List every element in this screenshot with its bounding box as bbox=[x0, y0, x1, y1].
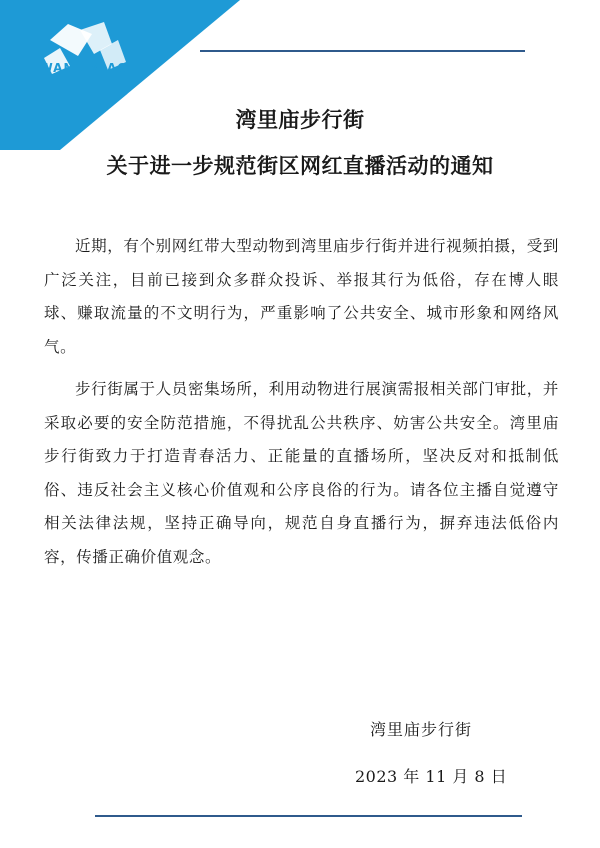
signature-date: 2023 年 11 月 8 日 bbox=[355, 767, 508, 786]
logo-text: WANLIMIAO bbox=[39, 61, 129, 75]
top-rule bbox=[200, 50, 525, 52]
notice-title-line2: 关于进一步规范街区网红直播活动的通知 bbox=[106, 153, 494, 178]
notice-body bbox=[44, 230, 559, 574]
body-paragraph: 近期，有个别网红带大型动物到湾里庙步行街并进行视频拍摄，受到广泛关注，目前已接到众多群众投诉、举报其行为低俗，存在博人眼球、赚取流量的不文明行为，严重影响了公共安全、城市形象和网络风气。 bbox=[44, 237, 559, 356]
notice-title-line1: 湾里庙步行街 bbox=[235, 107, 365, 132]
body-paragraph: 步行街属于人员密集场所，利用动物进行展演需报相关部门审批，并采取必要的安全防范措施，不得扰乱公共秩序、妨害公共安全。湾里庙步行街致力于打造青春活力、正能量的直播场所，坚决反对和抵制低俗、违反社会主义核心价值观和公序良俗的行为。请各位主播自觉遵守相关法律法规，坚持正确导向，规范自身直播行为，摒弃违法低俗内容，传播正确价值观念。 bbox=[44, 380, 559, 566]
signature-org: 湾里庙步行街 bbox=[370, 720, 473, 739]
bottom-rule bbox=[95, 815, 522, 817]
